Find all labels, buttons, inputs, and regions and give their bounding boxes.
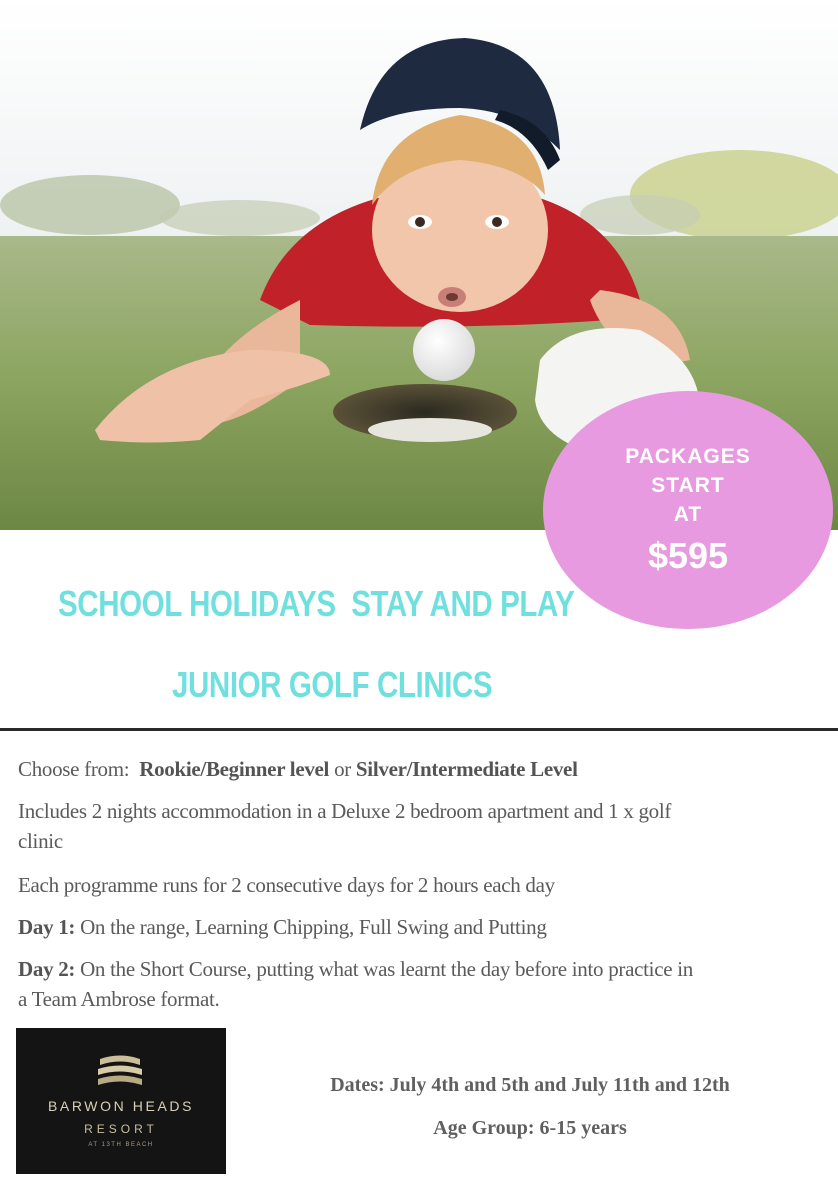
day2-paragraph	[18, 954, 818, 1014]
day2-line-2: a Team Ambrose format.	[18, 987, 220, 1011]
logo-tagline: AT 13TH BEACH	[88, 1142, 154, 1148]
badge-line-start: START	[651, 473, 725, 497]
day2-line-1	[18, 954, 818, 984]
choose-prefix: Choose from:	[18, 757, 130, 781]
day1-text: On the range, Learning Chipping, Full Swing and Putting	[80, 915, 547, 939]
wave-emblem-icon	[16, 1028, 226, 1098]
includes-line-1: Includes 2 nights accommodation in a Deluxe 2 bedroom apartment and 1 x golf	[18, 799, 672, 823]
includes-paragraph	[18, 796, 818, 856]
day2-text-1: On the Short Course, putting what was learnt the day before into practice in	[80, 957, 693, 981]
option-silver: Silver/Intermediate Level	[355, 757, 578, 781]
section-divider	[0, 728, 838, 731]
badge-line-at: AT	[673, 502, 703, 526]
includes-line-2: clinic	[18, 829, 63, 853]
age-group-line: Age Group: 6-15 years	[433, 1117, 627, 1139]
option-rookie: Rookie/Beginner level	[139, 757, 330, 781]
barwon-heads-logo	[16, 1028, 226, 1174]
programme-line: Each programme runs for 2 consecutive days for 2 hours each day	[18, 873, 555, 897]
choose-or: or	[334, 757, 351, 781]
badge-line-packages: PACKAGES	[625, 444, 751, 468]
day2-label: Day 2:	[18, 957, 76, 981]
price-badge	[543, 391, 833, 629]
badge-price: $595	[647, 534, 729, 576]
headline-junior-golf-clinics: JUNIOR GOLF CLINICS	[172, 664, 493, 705]
logo-resort: RESORT	[84, 1122, 158, 1136]
day1-label: Day 1:	[18, 915, 76, 939]
choose-line	[18, 754, 818, 784]
logo-name: BARWON HEADS	[47, 1098, 195, 1114]
headline-stay-and-play: SCHOOL HOLIDAYS STAY AND PLAY	[58, 583, 575, 624]
dates-line: Dates: July 4th and 5th and July 11th and 12th	[330, 1074, 730, 1096]
day1-line	[18, 912, 818, 942]
